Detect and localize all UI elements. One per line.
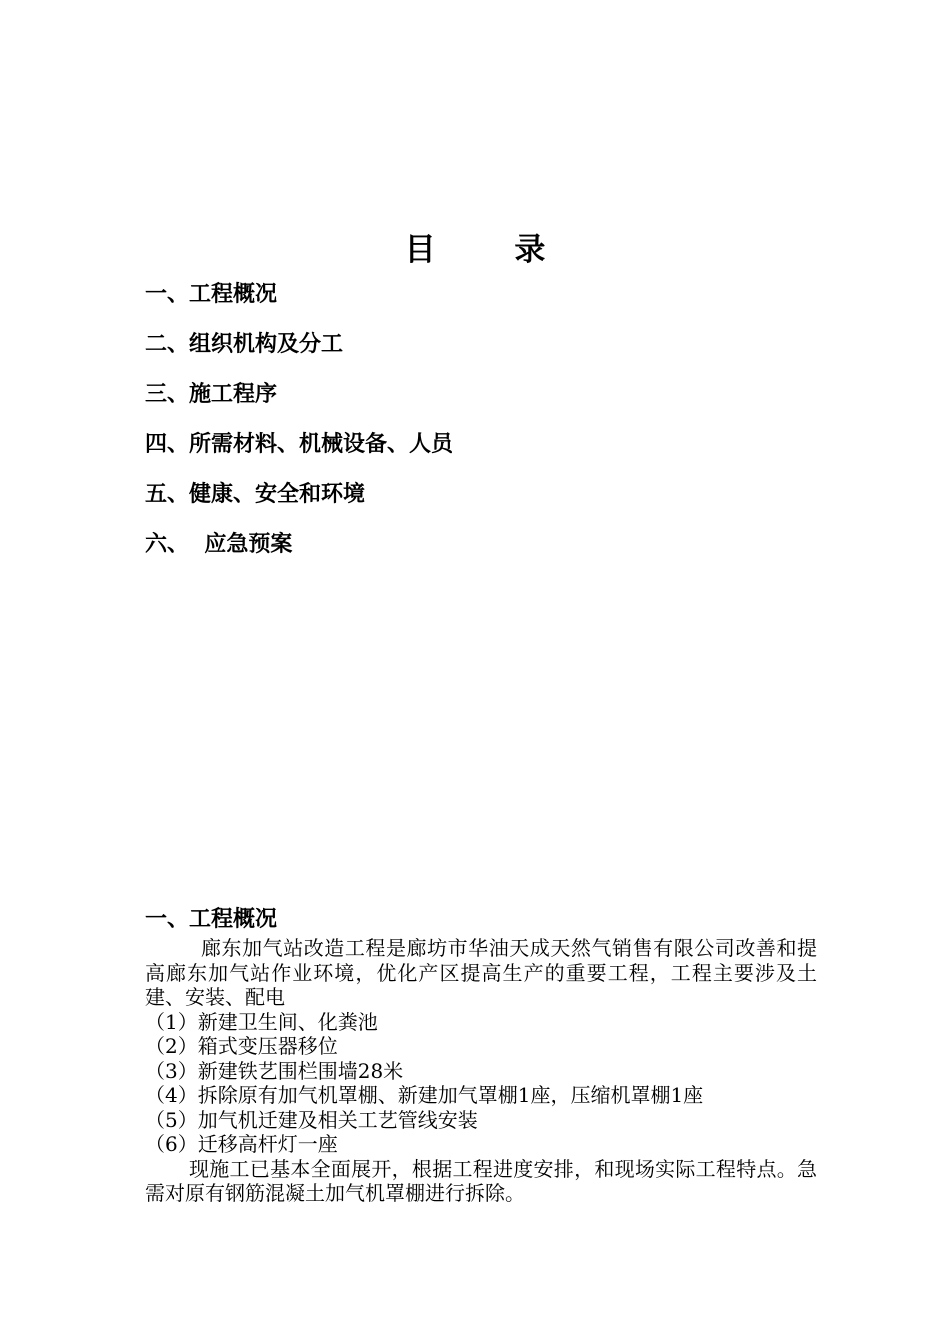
list-item: （4）拆除原有加气机罩棚、新建加气罩棚1座，压缩机罩棚1座 (145, 1083, 704, 1107)
section-heading: 一、工程概况 (145, 907, 278, 932)
toc-item-6[interactable]: 六、 应急预案 (145, 532, 293, 557)
intro-paragraph: 廊东加气站改造工程是廊坊市华油天成天然气销售有限公司改善和提高廊东加气站作业环境，优化产区提高生产的重要工程，工程主要涉及土建、安装、配电 (145, 936, 817, 1009)
toc-item-3[interactable]: 三、施工程序 (145, 382, 278, 407)
closing-paragraph: 现施工已基本全面展开，根据工程进度安排，和现场实际工程特点。急需对原有钢筋混凝土加气机罩棚进行拆除。 (145, 1156, 817, 1205)
toc-item-2[interactable]: 二、组织机构及分工 (145, 332, 344, 357)
list-item: （2）箱式变压器移位 (145, 1034, 338, 1058)
table-of-contents (145, 280, 453, 580)
list-item: （5）加气机迁建及相关工艺管线安装 (145, 1107, 478, 1132)
list-item: （3）新建铁艺围栏围墙28米 (145, 1058, 404, 1083)
toc-title: 目 录 (404, 232, 580, 268)
toc-item-4[interactable]: 四、所需材料、机械设备、人员 (145, 432, 454, 457)
list-item: （6）迁移高杆灯一座 (145, 1132, 338, 1156)
toc-item-5[interactable]: 五、健康、安全和环境 (145, 482, 366, 507)
scope-list (145, 1010, 817, 1157)
toc-item-1[interactable]: 一、工程概况 (145, 282, 278, 307)
section-project-overview (145, 904, 817, 1206)
list-item: （1）新建卫生间、化粪池 (145, 1009, 378, 1034)
